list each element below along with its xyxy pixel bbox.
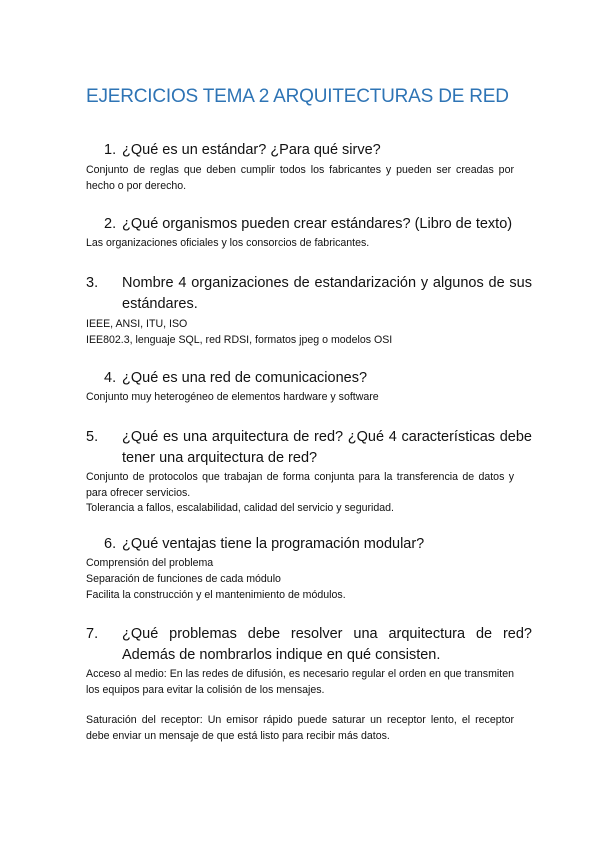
question-6 xyxy=(104,534,514,555)
question-1 xyxy=(104,140,514,161)
answer-2: Las organizaciones oficiales y los consorcios de fabricantes. xyxy=(86,237,370,249)
question-number: 4. xyxy=(104,370,117,386)
question-number: 1. xyxy=(104,142,117,158)
document-title: EJERCICIOS TEMA 2 ARQUITECTURAS DE RED xyxy=(86,86,509,107)
question-number: 7. xyxy=(86,626,99,642)
question-3 xyxy=(86,273,532,315)
answer-3-organizations: IEEE, ANSI, ITU, ISO xyxy=(86,318,188,330)
question-text: ¿Qué organismos pueden crear estándares? (Libro de texto) xyxy=(122,216,513,232)
answer-6-item-3: Facilita la construcción y el mantenimiento de módulos. xyxy=(86,589,346,601)
answer-4: Conjunto muy heterogéneo de elementos hardware y software xyxy=(86,391,379,403)
answer-7-receiver-saturation: Saturación del receptor: Un emisor rápido puede saturar un receptor lento, el receptor debe enviar un mensaje de que está listo para recibir más datos. xyxy=(86,714,514,742)
question-text: ¿Qué es una arquitectura de red? ¿Qué 4 características debe tener una arquitectura de red? xyxy=(122,429,532,466)
question-number: 6. xyxy=(104,536,117,552)
question-text: ¿Qué es un estándar? ¿Para qué sirve? xyxy=(122,142,381,158)
question-4 xyxy=(104,368,514,389)
question-text: Nombre 4 organizaciones de estandarización y algunos de sus estándares. xyxy=(122,275,532,312)
question-text: ¿Qué problemas debe resolver una arquitectura de red? Además de nombrarlos indique en qué consisten. xyxy=(122,626,532,663)
question-number: 5. xyxy=(86,429,99,445)
question-5 xyxy=(86,427,532,469)
answer-5-characteristics: Tolerancia a fallos, escalabilidad, calidad del servicio y seguridad. xyxy=(86,502,394,514)
question-number: 3. xyxy=(86,275,99,291)
answer-5-definition: Conjunto de protocolos que trabajan de forma conjunta para la transferencia de datos y para ofrecer servicios. xyxy=(86,471,514,499)
question-2 xyxy=(104,214,514,235)
question-text: ¿Qué ventajas tiene la programación modular? xyxy=(122,536,425,552)
answer-7-media-access: Acceso al medio: En las redes de difusión, es necesario regular el orden en que transmiten los equipos para evitar la colisión de los mensajes. xyxy=(86,668,514,696)
question-number: 2. xyxy=(104,216,117,232)
question-7 xyxy=(86,624,532,666)
answer-6-item-1: Comprensión del problema xyxy=(86,557,214,569)
answer-6-item-2: Separación de funciones de cada módulo xyxy=(86,573,281,585)
answer-3-standards: IEE802.3, lenguaje SQL, red RDSI, formatos jpeg o modelos OSI xyxy=(86,334,393,346)
answer-1: Conjunto de reglas que deben cumplir todos los fabricantes y pueden ser creadas por hecho o por derecho. xyxy=(86,164,514,192)
question-text: ¿Qué es una red de comunicaciones? xyxy=(122,370,368,386)
